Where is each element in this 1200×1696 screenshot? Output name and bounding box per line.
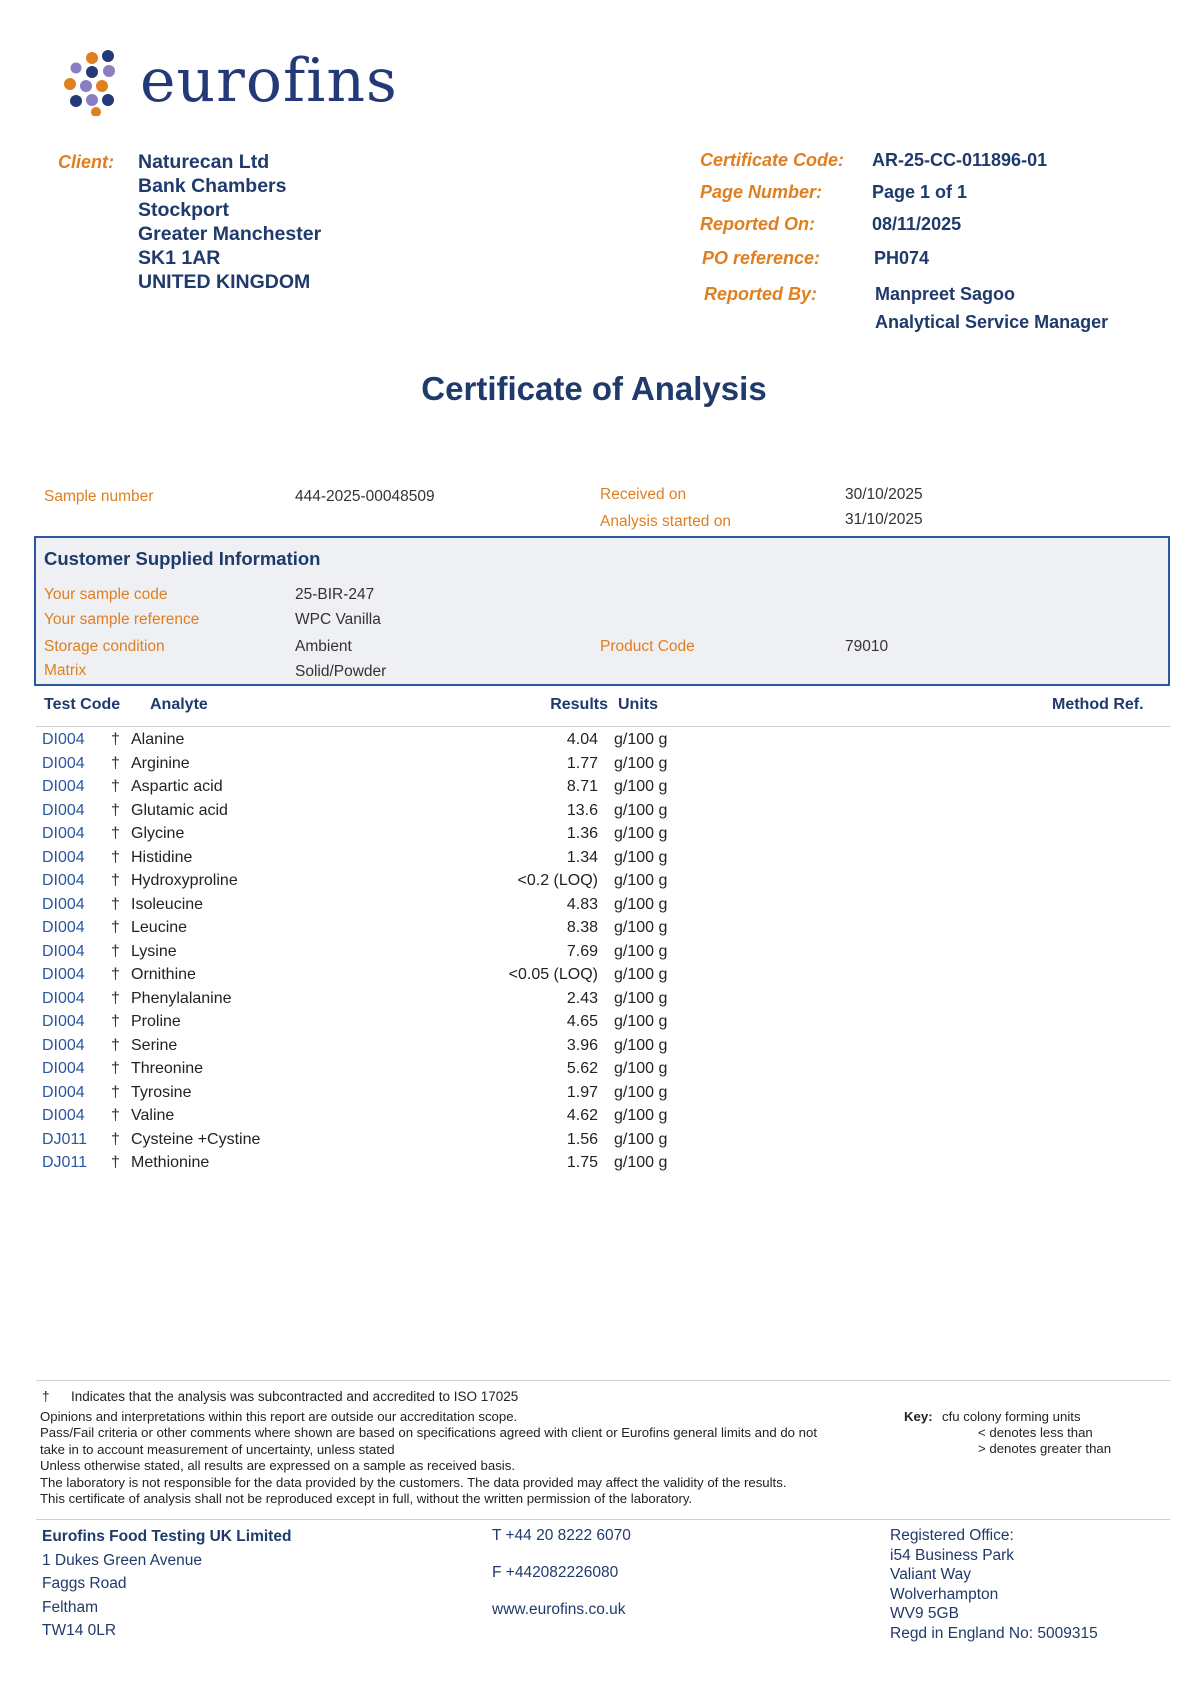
- table-row: [0, 846, 1200, 870]
- accreditation-mark-cell: †: [111, 1060, 120, 1077]
- analyte-cell: Methionine: [131, 1154, 210, 1171]
- page-title: Certificate of Analysis: [421, 370, 767, 407]
- table-row: [0, 728, 1200, 752]
- disclaimer-line: Opinions and interpretations within this report are outside our accreditation scope.: [40, 1409, 518, 1424]
- analysis-started-value: 31/10/2025: [845, 511, 923, 528]
- client-address-line: Bank Chambers: [138, 175, 287, 197]
- table-row: [0, 1010, 1200, 1034]
- unit-cell: g/100 g: [614, 825, 668, 842]
- result-cell: 3.96: [566, 1036, 598, 1054]
- key-label: Key:: [904, 1409, 933, 1424]
- analyte-cell: Histidine: [131, 848, 193, 866]
- accreditation-mark-cell: †: [111, 989, 120, 1007]
- unit-cell: g/100 g: [614, 801, 668, 819]
- disclaimer-text: [40, 1409, 890, 1507]
- unit-cell: g/100 g: [614, 966, 668, 983]
- accreditation-mark-cell: †: [111, 801, 120, 819]
- analyte-cell: Proline: [131, 1013, 181, 1030]
- registered-office-line: Regd in England No: 5009315: [890, 1624, 1098, 1642]
- disclaimer-line: This certificate of analysis shall not be reproduced except in full, without the written permission of the laboratory.: [40, 1491, 693, 1507]
- company-name: Eurofins Food Testing UK Limited: [42, 1528, 292, 1545]
- test-code-cell: DI004: [42, 942, 85, 960]
- result-cell: 8.71: [566, 778, 598, 795]
- test-code-cell: DI004: [42, 1060, 85, 1077]
- test-code-cell: DI004: [42, 1107, 85, 1124]
- analyte-cell: Alanine: [131, 731, 185, 748]
- result-cell: 8.38: [566, 919, 598, 936]
- registered-office-line: Valiant Way: [890, 1566, 971, 1583]
- result-cell: 1.56: [566, 1130, 598, 1148]
- col-header-method-ref: Method Ref.: [1052, 696, 1144, 713]
- registered-office-line: i54 Business Park: [890, 1546, 1015, 1564]
- unit-cell: g/100 g: [614, 754, 668, 772]
- po-reference-label: PO reference:: [702, 248, 821, 268]
- analyte-cell: Arginine: [131, 754, 190, 772]
- accreditation-mark-cell: †: [111, 1107, 120, 1124]
- website-link[interactable]: www.eurofins.co.uk: [492, 1601, 626, 1618]
- result-cell: <0.05 (LOQ): [508, 966, 598, 983]
- sample-number-value: 444-2025-00048509: [295, 488, 435, 505]
- sample-code-label: Your sample code: [44, 586, 168, 603]
- unit-cell: g/100 g: [614, 872, 668, 889]
- analyte-cell: Tyrosine: [131, 1083, 192, 1101]
- table-row: [0, 963, 1200, 987]
- client-address-line: SK1 1AR: [138, 247, 221, 269]
- registered-office-line: WV9 5GB: [890, 1605, 959, 1622]
- matrix-value: Solid/Powder: [295, 663, 387, 680]
- brand-wordmark: eurofins: [140, 46, 398, 116]
- analyte-cell: Serine: [131, 1036, 178, 1054]
- unit-cell: g/100 g: [614, 848, 668, 866]
- accreditation-mark-cell: †: [111, 1036, 120, 1054]
- company-address-line: Feltham: [42, 1598, 98, 1616]
- accreditation-mark-cell: †: [111, 1083, 120, 1101]
- analyte-cell: Phenylalanine: [131, 989, 232, 1007]
- certificate-code-label: Certificate Code:: [700, 150, 845, 170]
- accreditation-mark-cell: †: [111, 778, 120, 795]
- test-code-cell: DJ011: [42, 1130, 88, 1148]
- analyte-cell: Hydroxyproline: [131, 872, 238, 889]
- reported-on-value: 08/11/2025: [872, 214, 962, 234]
- reported-by-role: Analytical Service Manager: [875, 312, 1109, 332]
- sample-reference-label: Your sample reference: [44, 611, 200, 628]
- product-code-value: 79010: [845, 638, 889, 655]
- unit-cell: g/100 g: [614, 1060, 668, 1077]
- accreditation-mark-cell: †: [111, 872, 120, 889]
- analyte-cell: Glycine: [131, 825, 185, 842]
- storage-condition-label: Storage condition: [44, 638, 165, 655]
- page-number-value: Page 1 of 1: [872, 182, 968, 202]
- result-cell: 1.36: [566, 825, 598, 842]
- disclaimer-line: take in to account measurement of uncertainty, unless stated: [40, 1441, 395, 1457]
- disclaimer-line: Unless otherwise stated, all results are expressed on a sample as received basis.: [40, 1458, 515, 1474]
- accreditation-mark-cell: †: [111, 895, 120, 913]
- test-code-cell: DI004: [42, 1013, 85, 1030]
- test-code-cell: DI004: [42, 754, 85, 772]
- key-line: cfu colony forming units: [942, 1409, 1081, 1424]
- table-row: [0, 916, 1200, 940]
- test-code-cell: DI004: [42, 778, 85, 795]
- result-cell: 5.62: [566, 1060, 598, 1077]
- disclaimer-line: The laboratory is not responsible for the data provided by the customers. The data provided may affect the validity of the results.: [40, 1474, 787, 1490]
- table-row: [0, 1057, 1200, 1081]
- table-row: [0, 987, 1200, 1011]
- sample-number-label: Sample number: [44, 488, 154, 505]
- table-row: [0, 752, 1200, 776]
- unit-cell: g/100 g: [614, 1130, 668, 1148]
- sample-reference-value: WPC Vanilla: [295, 611, 381, 628]
- result-cell: 1.97: [566, 1083, 598, 1101]
- analyte-cell: Cysteine +Cystine: [131, 1130, 261, 1148]
- result-cell: 1.75: [566, 1154, 598, 1171]
- footnote-text: Indicates that the analysis was subcontracted and accredited to ISO 17025: [71, 1389, 519, 1404]
- result-cell: 13.6: [566, 801, 598, 819]
- result-cell: 2.43: [566, 989, 598, 1007]
- analyte-cell: Ornithine: [131, 966, 196, 983]
- table-row: [0, 1034, 1200, 1058]
- accreditation-mark-cell: †: [111, 919, 120, 936]
- test-code-cell: DJ011: [42, 1154, 88, 1171]
- result-cell: 1.77: [566, 754, 598, 772]
- product-code-label: Product Code: [600, 638, 695, 655]
- reported-on-label: Reported On:: [700, 214, 815, 234]
- unit-cell: g/100 g: [614, 1107, 668, 1124]
- result-cell: 7.69: [566, 942, 598, 960]
- client-label: Client:: [58, 152, 114, 172]
- received-on-label: Received on: [600, 486, 687, 503]
- col-header-units: Units: [618, 696, 658, 713]
- fax-number: F +442082226080: [492, 1564, 619, 1581]
- table-row: [0, 1128, 1200, 1152]
- reported-by-label: Reported By:: [704, 284, 818, 304]
- test-code-cell: DI004: [42, 919, 85, 936]
- analyte-cell: Aspartic acid: [131, 778, 223, 795]
- accreditation-mark-cell: †: [111, 825, 120, 842]
- analyte-cell: Leucine: [131, 919, 188, 936]
- client-address-line: UNITED KINGDOM: [138, 271, 311, 293]
- accreditation-mark-cell: †: [111, 848, 120, 866]
- test-code-cell: DI004: [42, 895, 85, 913]
- result-cell: 4.04: [566, 731, 598, 748]
- test-code-cell: DI004: [42, 848, 85, 866]
- client-address: [138, 150, 321, 294]
- matrix-label: Matrix: [44, 662, 87, 679]
- unit-cell: g/100 g: [614, 1036, 668, 1054]
- footer-divider-bottom: [36, 1519, 1170, 1520]
- result-cell: 4.62: [566, 1107, 598, 1124]
- result-cell: 4.83: [566, 895, 598, 913]
- footer-divider-top: [36, 1380, 1170, 1381]
- customer-info-heading: Customer Supplied Information: [44, 548, 321, 569]
- reported-by-name: Manpreet Sagoo: [875, 284, 1016, 304]
- phone-number: T +44 20 8222 6070: [492, 1527, 631, 1544]
- col-header-analyte: Analyte: [150, 696, 208, 713]
- footnote-mark: †: [42, 1389, 50, 1404]
- registered-office-line: Registered Office:: [890, 1527, 1014, 1544]
- col-header-test-code: Test Code: [44, 696, 121, 713]
- analyte-cell: Glutamic acid: [131, 801, 228, 819]
- test-code-cell: DI004: [42, 801, 85, 819]
- test-code-cell: DI004: [42, 989, 85, 1007]
- disclaimer-line: Pass/Fail criteria or other comments where shown are based on specifications agreed with client or Eurofins general limits and do not: [40, 1425, 817, 1441]
- key-line: < denotes less than: [978, 1425, 1093, 1440]
- test-code-cell: DI004: [42, 1036, 85, 1054]
- table-row: [0, 893, 1200, 917]
- accreditation-mark-cell: †: [111, 966, 120, 983]
- table-row: [0, 822, 1200, 846]
- unit-cell: g/100 g: [614, 1013, 668, 1030]
- unit-cell: g/100 g: [614, 989, 668, 1007]
- table-row: [0, 1151, 1200, 1175]
- registered-office: [890, 1526, 1098, 1643]
- client-name: Naturecan Ltd: [138, 151, 270, 173]
- accreditation-mark-cell: †: [111, 1130, 120, 1148]
- result-cell: 4.65: [566, 1013, 598, 1030]
- table-row: [0, 1104, 1200, 1128]
- accreditation-mark-cell: †: [111, 942, 120, 960]
- unit-cell: g/100 g: [614, 895, 668, 913]
- sample-code-value: 25-BIR-247: [295, 586, 375, 603]
- po-reference-value: PH074: [874, 248, 930, 268]
- unit-cell: g/100 g: [614, 919, 668, 936]
- certificate-code-value: AR-25-CC-011896-01: [872, 150, 1048, 170]
- table-row: [0, 1081, 1200, 1105]
- company-address-line: TW14 0LR: [42, 1622, 117, 1639]
- accreditation-mark-cell: †: [111, 754, 120, 772]
- test-code-cell: DI004: [42, 872, 85, 889]
- unit-cell: g/100 g: [614, 942, 668, 960]
- key-line: > denotes greater than: [978, 1441, 1112, 1456]
- test-code-cell: DI004: [42, 966, 85, 983]
- test-code-cell: DI004: [42, 1083, 85, 1101]
- analysis-started-label: Analysis started on: [600, 513, 731, 530]
- analyte-cell: Threonine: [131, 1060, 204, 1077]
- unit-cell: g/100 g: [614, 1083, 668, 1101]
- company-address-line: 1 Dukes Green Avenue: [42, 1551, 202, 1569]
- unit-cell: g/100 g: [614, 731, 668, 748]
- header-divider: [36, 726, 1170, 727]
- client-address-line: Stockport: [138, 199, 230, 221]
- table-row: [0, 869, 1200, 893]
- page-number-label: Page Number:: [700, 182, 823, 202]
- test-code-cell: DI004: [42, 731, 85, 748]
- received-on-value: 30/10/2025: [845, 486, 923, 503]
- col-header-results: Results: [550, 696, 608, 713]
- storage-condition-value: Ambient: [295, 638, 352, 655]
- table-row: [0, 775, 1200, 799]
- analyte-cell: Lysine: [131, 942, 177, 960]
- unit-cell: g/100 g: [614, 1154, 668, 1171]
- client-address-line: Greater Manchester: [138, 223, 322, 245]
- company-address-line: Faggs Road: [42, 1575, 127, 1592]
- result-cell: <0.2 (LOQ): [517, 872, 598, 889]
- company-address: [42, 1525, 291, 1643]
- accreditation-mark-cell: †: [111, 1013, 120, 1030]
- unit-cell: g/100 g: [614, 778, 668, 795]
- test-code-cell: DI004: [42, 825, 85, 842]
- table-row: [0, 799, 1200, 823]
- analyte-cell: Valine: [131, 1107, 175, 1124]
- result-cell: 1.34: [566, 848, 598, 866]
- registered-office-line: Wolverhampton: [890, 1585, 999, 1603]
- analyte-cell: Isoleucine: [131, 895, 204, 913]
- accreditation-mark-cell: †: [111, 731, 120, 748]
- accreditation-mark-cell: †: [111, 1154, 120, 1171]
- eurofins-logo-icon: [62, 50, 138, 116]
- table-row: [0, 940, 1200, 964]
